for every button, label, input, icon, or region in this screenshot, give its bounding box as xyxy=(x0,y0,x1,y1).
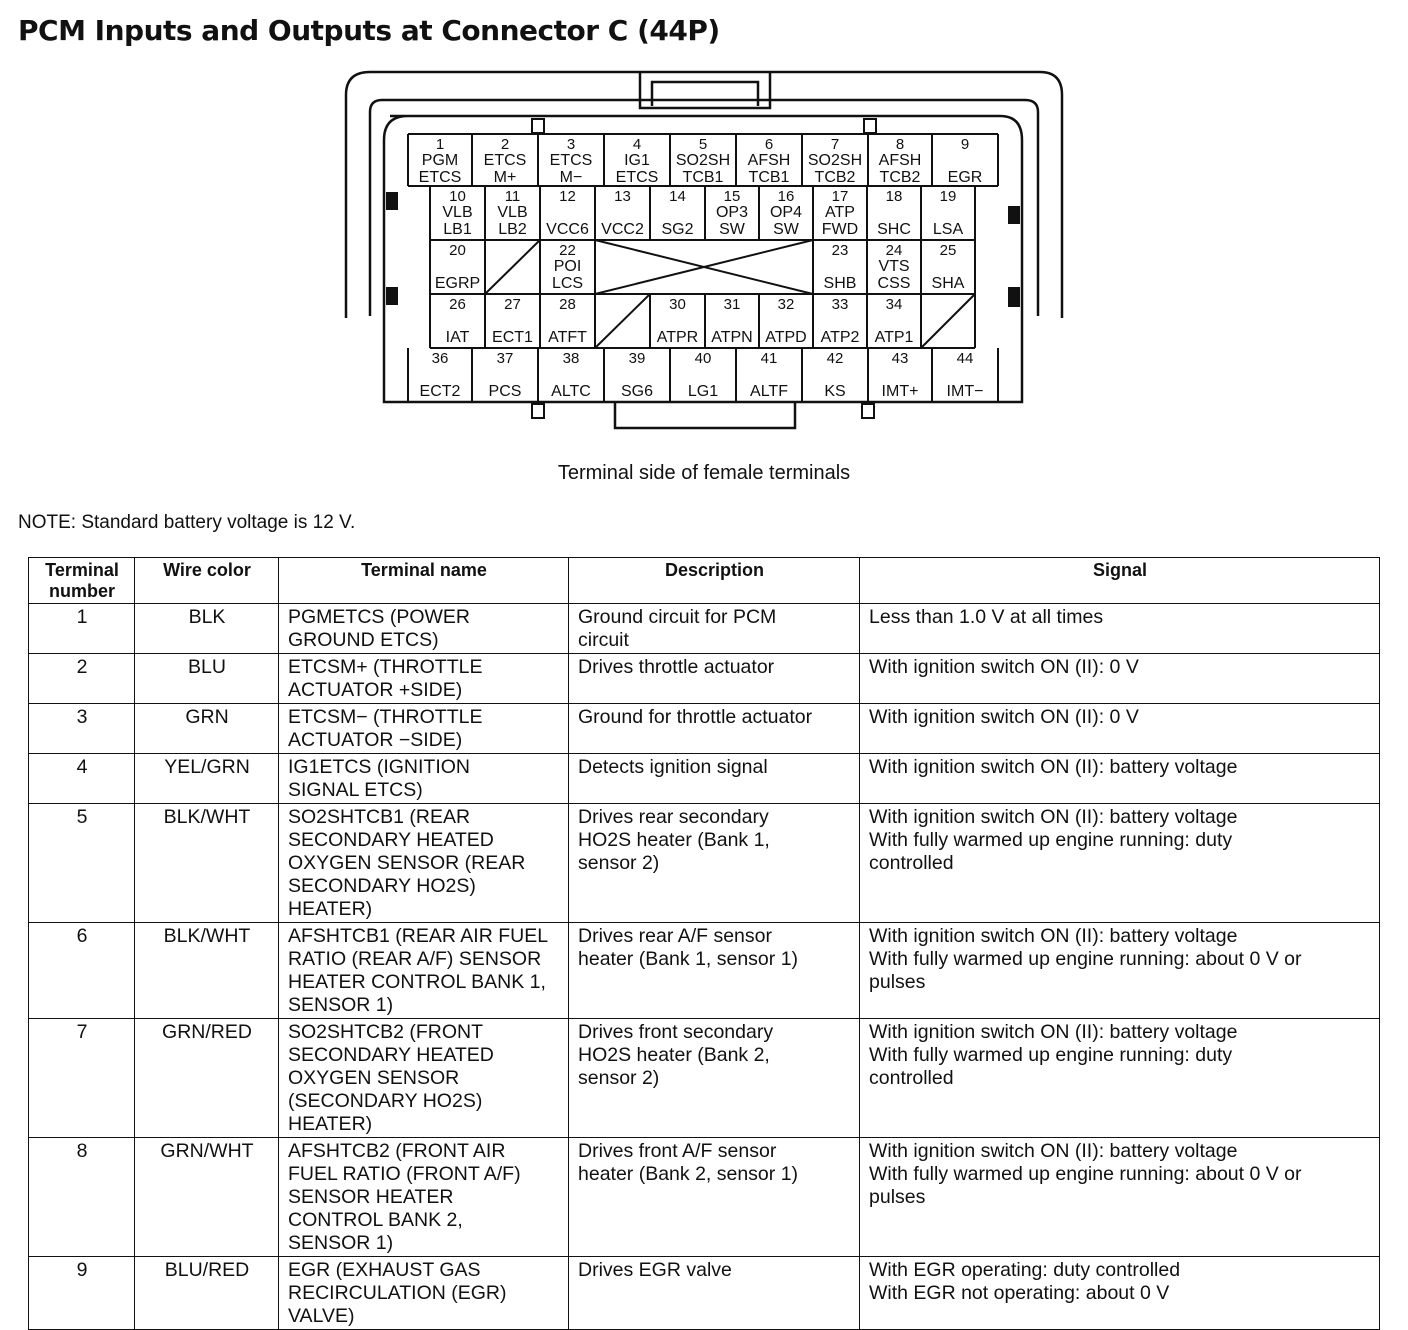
terminal-34-n: 34 xyxy=(885,296,903,313)
header-terminal-number: Terminal number xyxy=(29,558,135,604)
terminal-16-l2: SW xyxy=(773,221,799,238)
header-description: Description xyxy=(569,558,860,604)
cell-wire: GRN/WHT xyxy=(135,1138,279,1257)
terminal-16-n: 16 xyxy=(777,188,795,205)
terminal-15-n: 15 xyxy=(723,188,741,205)
cell-num: 9 xyxy=(29,1257,135,1330)
terminal-3-n: 3 xyxy=(566,136,576,153)
page-title: PCM Inputs and Outputs at Connector C (44P) xyxy=(18,14,720,47)
terminal-31-n: 31 xyxy=(723,296,741,313)
cell-desc: Drives front secondary HO2S heater (Bank 2, sensor 2) xyxy=(569,1019,860,1138)
cell-wire: BLK xyxy=(135,604,279,654)
cell-name: SO2SHTCB1 (REAR SECONDARY HEATED OXYGEN SENSOR (REAR SECONDARY HO2S) HEATER) xyxy=(279,804,569,923)
terminal-19-n: 19 xyxy=(939,188,957,205)
table-row xyxy=(29,654,1380,704)
terminal-22-n: 22 xyxy=(559,242,576,259)
terminal-15-l1: OP3 xyxy=(715,204,749,221)
terminal-5-l1: SO2SH xyxy=(675,152,731,169)
terminal-18-n: 18 xyxy=(885,188,903,205)
table-row xyxy=(29,804,1380,923)
terminal-10-l2: LB1 xyxy=(443,221,472,238)
terminal-33-l2: ATP2 xyxy=(820,329,860,346)
cell-name: IG1ETCS (IGNITION SIGNAL ETCS) xyxy=(279,754,569,804)
cell-desc: Drives rear A/F sensor heater (Bank 1, sensor 1) xyxy=(569,923,860,1019)
cell-signal: With ignition switch ON (II): 0 V xyxy=(860,654,1380,704)
table-row xyxy=(29,923,1380,1019)
terminal-44-n: 44 xyxy=(956,350,974,367)
terminal-40-n: 40 xyxy=(694,350,712,367)
terminal-37-l2: PCS xyxy=(488,383,522,400)
table-row xyxy=(29,754,1380,804)
terminal-17-l1: ATP xyxy=(825,204,855,221)
cell-name: AFSHTCB2 (FRONT AIR FUEL RATIO (FRONT A/F) SENSOR HEATER CONTROL BANK 2, SENSOR 1) xyxy=(279,1138,569,1257)
cell-num: 2 xyxy=(29,654,135,704)
cell-num: 6 xyxy=(29,923,135,1019)
terminal-15-l2: SW xyxy=(719,221,745,238)
terminal-13-l2: VCC2 xyxy=(601,221,644,238)
terminal-14-n: 14 xyxy=(669,188,686,205)
terminal-30-n: 30 xyxy=(669,296,686,313)
cell-wire: GRN xyxy=(135,704,279,754)
terminal-22-l1: POI xyxy=(553,258,582,275)
cell-num: 5 xyxy=(29,804,135,923)
terminal-11-l1: VLB xyxy=(497,204,528,221)
terminal-34-l2: ATP1 xyxy=(874,329,914,346)
terminal-7-n: 7 xyxy=(830,136,840,153)
terminal-32-n: 32 xyxy=(777,296,795,313)
terminal-16-l1: OP4 xyxy=(769,204,803,221)
terminal-9-n: 9 xyxy=(960,136,970,153)
terminal-39-l2: SG6 xyxy=(620,383,654,400)
terminal-33-n: 33 xyxy=(831,296,849,313)
cell-signal: With ignition switch ON (II): 0 V xyxy=(860,704,1380,754)
table-header-row xyxy=(29,558,1380,604)
terminal-36-n: 36 xyxy=(431,350,449,367)
terminal-26-l2: IAT xyxy=(445,329,470,346)
terminal-17-n: 17 xyxy=(831,188,849,205)
terminal-25-n: 25 xyxy=(939,242,957,259)
terminal-23-l2: SHB xyxy=(823,275,857,292)
connector-diagram xyxy=(0,0,1408,480)
terminal-3-l2: M− xyxy=(559,169,583,186)
terminal-8-n: 8 xyxy=(895,136,905,153)
terminal-42-n: 42 xyxy=(826,350,844,367)
terminal-20-l2: EGRP xyxy=(434,275,481,292)
terminal-1-l2: ETCS xyxy=(418,169,462,186)
cell-num: 4 xyxy=(29,754,135,804)
cell-num: 7 xyxy=(29,1019,135,1138)
terminal-5-n: 5 xyxy=(698,136,708,153)
terminal-6-n: 6 xyxy=(764,136,774,153)
terminal-43-n: 43 xyxy=(891,350,909,367)
terminal-table xyxy=(28,557,1380,1330)
cell-desc: Drives rear secondary HO2S heater (Bank 1, sensor 2) xyxy=(569,804,860,923)
table-row xyxy=(29,704,1380,754)
cell-desc: Drives front A/F sensor heater (Bank 2, sensor 1) xyxy=(569,1138,860,1257)
terminal-40-l2: LG1 xyxy=(687,383,719,400)
terminal-1-n: 1 xyxy=(435,136,445,153)
terminal-27-l2: ECT1 xyxy=(492,329,533,346)
terminal-23-n: 23 xyxy=(831,242,849,259)
terminal-30-l2: ATPR xyxy=(656,329,699,346)
terminal-12-l2: VCC6 xyxy=(546,221,589,238)
cell-signal: With ignition switch ON (II): battery voltage With fully warmed up engine running: about 0 V or pulses xyxy=(860,1138,1380,1257)
cell-signal: With ignition switch ON (II): battery voltage With fully warmed up engine running: about 0 V or pulses xyxy=(860,923,1380,1019)
cell-name: AFSHTCB1 (REAR AIR FUEL RATIO (REAR A/F) SENSOR HEATER CONTROL BANK 1, SENSOR 1) xyxy=(279,923,569,1019)
cell-desc: Drives EGR valve xyxy=(569,1257,860,1330)
cell-desc: Ground for throttle actuator xyxy=(569,704,860,754)
cell-desc: Ground circuit for PCM circuit xyxy=(569,604,860,654)
table-row xyxy=(29,1138,1380,1257)
cell-num: 3 xyxy=(29,704,135,754)
terminal-24-n: 24 xyxy=(885,242,903,259)
terminal-2-l1: ETCS xyxy=(483,152,527,169)
terminal-6-l2: TCB1 xyxy=(748,169,790,186)
cell-wire: BLU/RED xyxy=(135,1257,279,1330)
table-row xyxy=(29,1019,1380,1138)
terminal-27-n: 27 xyxy=(504,296,521,313)
terminal-4-n: 4 xyxy=(632,136,642,153)
battery-note: NOTE: Standard battery voltage is 12 V. xyxy=(18,512,356,533)
terminal-28-n: 28 xyxy=(559,296,576,313)
terminal-32-l2: ATPD xyxy=(765,329,807,346)
terminal-42-l2: KS xyxy=(824,383,846,400)
terminal-2-l2: M+ xyxy=(493,169,517,186)
cell-name: ETCSM+ (THROTTLE ACTUATOR +SIDE) xyxy=(279,654,569,704)
terminal-41-l2: ALTF xyxy=(750,383,788,400)
table-row xyxy=(29,604,1380,654)
terminal-5-l2: TCB1 xyxy=(682,169,724,186)
terminal-28-l2: ATFT xyxy=(548,329,587,346)
terminal-17-l2: FWD xyxy=(821,221,859,238)
terminal-6-l1: AFSH xyxy=(747,152,791,169)
cell-signal: With ignition switch ON (II): battery voltage With fully warmed up engine running: duty controlled xyxy=(860,804,1380,923)
cell-signal: Less than 1.0 V at all times xyxy=(860,604,1380,654)
terminal-19-l2: LSA xyxy=(932,221,964,238)
cell-wire: GRN/RED xyxy=(135,1019,279,1138)
connector-caption: Terminal side of female terminals xyxy=(557,462,851,484)
terminal-10-n: 10 xyxy=(449,188,466,205)
terminal-2-n: 2 xyxy=(500,136,510,153)
terminal-11-l2: LB2 xyxy=(498,221,527,238)
cell-wire: BLK/WHT xyxy=(135,804,279,923)
terminal-22-l2: LCS xyxy=(551,275,584,292)
terminal-7-l2: TCB2 xyxy=(814,169,856,186)
terminal-4-l2: ETCS xyxy=(615,169,659,186)
terminal-26-n: 26 xyxy=(449,296,466,313)
terminal-11-n: 11 xyxy=(504,188,521,205)
terminal-18-l2: SHC xyxy=(877,221,911,238)
cell-signal: With ignition switch ON (II): battery voltage xyxy=(860,754,1380,804)
terminal-3-l1: ETCS xyxy=(549,152,593,169)
terminal-4-l1: IG1 xyxy=(624,152,650,169)
terminal-43-l2: IMT+ xyxy=(881,383,919,400)
terminal-24-l2: CSS xyxy=(877,275,911,292)
cell-signal: With ignition switch ON (II): battery voltage With fully warmed up engine running: duty controlled xyxy=(860,1019,1380,1138)
terminal-31-l2: ATPN xyxy=(711,329,753,346)
cell-name: SO2SHTCB2 (FRONT SECONDARY HEATED OXYGEN SENSOR (SECONDARY HO2S) HEATER) xyxy=(279,1019,569,1138)
terminal-12-n: 12 xyxy=(559,188,576,205)
header-wire-color: Wire color xyxy=(135,558,279,604)
terminal-44-l2: IMT− xyxy=(946,383,984,400)
cell-desc: Detects ignition signal xyxy=(569,754,860,804)
cell-num: 8 xyxy=(29,1138,135,1257)
cell-name: PGMETCS (POWER GROUND ETCS) xyxy=(279,604,569,654)
table-row xyxy=(29,1257,1380,1330)
terminal-1-l1: PGM xyxy=(421,152,459,169)
header-terminal-name: Terminal name xyxy=(279,558,569,604)
terminal-9-l2: EGR xyxy=(947,169,983,186)
terminal-41-n: 41 xyxy=(760,350,778,367)
header-signal: Signal xyxy=(860,558,1380,604)
cell-wire: YEL/GRN xyxy=(135,754,279,804)
terminal-8-l1: AFSH xyxy=(878,152,922,169)
cell-num: 1 xyxy=(29,604,135,654)
cell-wire: BLK/WHT xyxy=(135,923,279,1019)
terminal-7-l1: SO2SH xyxy=(807,152,863,169)
cell-signal: With EGR operating: duty controlled With EGR not operating: about 0 V xyxy=(860,1257,1380,1330)
terminal-10-l1: VLB xyxy=(442,204,473,221)
terminal-38-n: 38 xyxy=(562,350,580,367)
terminal-14-l2: SG2 xyxy=(661,221,694,238)
cell-wire: BLU xyxy=(135,654,279,704)
cell-name: ETCSM− (THROTTLE ACTUATOR −SIDE) xyxy=(279,704,569,754)
cell-desc: Drives throttle actuator xyxy=(569,654,860,704)
cell-name: EGR (EXHAUST GAS RECIRCULATION (EGR) VALVE) xyxy=(279,1257,569,1330)
terminal-24-l1: VTS xyxy=(878,258,910,275)
terminal-25-l2: SHA xyxy=(931,275,965,292)
terminal-36-l2: ECT2 xyxy=(419,383,461,400)
terminal-13-n: 13 xyxy=(614,188,631,205)
terminal-39-n: 39 xyxy=(628,350,646,367)
terminal-20-n: 20 xyxy=(449,242,466,259)
terminal-37-n: 37 xyxy=(496,350,514,367)
terminal-38-l2: ALTC xyxy=(551,383,591,400)
terminal-8-l2: TCB2 xyxy=(879,169,921,186)
